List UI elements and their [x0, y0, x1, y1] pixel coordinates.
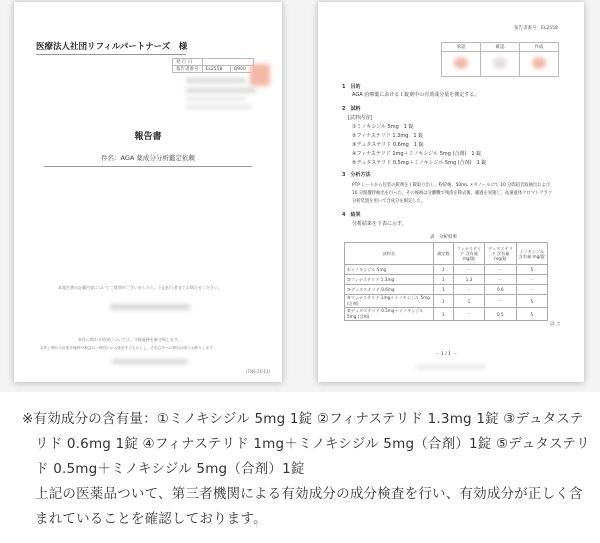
- approval-header-create: 作成: [520, 43, 559, 52]
- form-code: (TN6-26-11): [246, 369, 271, 374]
- table-header: 試料名: [345, 243, 434, 265]
- table-header: 測定数: [433, 243, 453, 265]
- redacted-text: [112, 359, 188, 364]
- confidentiality-note: 本件に関わる結果については、守秘義務を厳守致します。: [78, 337, 182, 342]
- sample-item: ⑤デュタステリド 0.5mg＋ミノキシジル 5mg (合剤) 1 錠: [352, 160, 487, 166]
- table-row: ③デュタステリド 0.6mg 1 － 0.6 －: [345, 285, 548, 295]
- addressee-underline: [36, 54, 186, 55]
- report-results-page: [318, 2, 584, 382]
- check-stamp: [493, 57, 507, 69]
- redacted-text: [186, 78, 246, 83]
- issue-date-label: 発 行 日: [173, 59, 203, 66]
- verification-statement: 上記の医薬品ついて、第三者機関による有効成分の成分検査を行い、有効成分が正しく含まれていることを確認しております。: [35, 486, 583, 527]
- report-cover-page: [14, 2, 282, 382]
- table-header: フィナステリド 含有量 mg/錠: [453, 243, 484, 265]
- section-line: AGA 治療薬における１錠剤中の有効成分量を測定する。: [352, 92, 480, 98]
- report-number-suffix: Q900: [230, 66, 253, 73]
- approval-header-approve: 承認: [442, 43, 481, 52]
- table-caption: 表 分析結果: [430, 235, 457, 240]
- approval-stamp-table: [441, 42, 559, 77]
- company-seal: [250, 64, 270, 86]
- create-stamp: [532, 57, 546, 69]
- report-number: 報告書番号：EL2558: [514, 26, 558, 31]
- redacted-text: [186, 97, 246, 101]
- page-number: － 1 / 1 －: [435, 352, 457, 357]
- table-row: ②フィナステリド 1.3mg 1 1.3 － －: [345, 275, 548, 285]
- redacted-text: [186, 105, 252, 109]
- approval-header-check: 確認: [481, 43, 520, 52]
- section-heading-method: 3 分析方法: [342, 172, 371, 178]
- redacted-text: [186, 88, 256, 93]
- issue-info-table: [172, 58, 254, 73]
- table-header: ミノキシジル 含有量 mg/錠: [516, 243, 547, 265]
- section-heading-sample: 2 試料: [342, 106, 361, 112]
- approval-stamp: [454, 57, 468, 69]
- ingredient-content-note: ※有効成分の含有量：①ミノキシジル 5mg 1錠 ②フィナステリド 1.3mg 1錠 ③デュタステリド 0.6mg 1錠 ④フィナステリド 1mg＋ミノキシジル 5mg（合剤）1錠 ⑤デュタステリド 0.5mg＋ミノキシジル 5mg（合剤）1錠: [22, 411, 590, 477]
- section-line: 10 分間攪拌抽出を行った。その後液は分離機で残渣を除去後、濾過を実施し、高速液体クロマトグラフ: [352, 191, 553, 196]
- issue-date-value: [202, 59, 253, 66]
- report-subject: 件名：AGA 薬成分分析鑑定依頼: [101, 154, 195, 162]
- sample-item: ②フィナステリド 1.3mg 1 錠: [352, 133, 424, 139]
- table-header: デュタステリド 含有量 mg/錠: [485, 243, 516, 265]
- section-heading-purpose: 1 目的: [342, 84, 361, 90]
- contact-note: 本報告書の記載内容についてご質問がございましたら、下記担当者までお問合せください。: [58, 285, 222, 290]
- analysis-results-table: [344, 242, 548, 321]
- table-row: ④フィナステリド 1mg＋ミノキシジル 5mg (合剤) 1 1 － 5: [345, 295, 548, 308]
- section-line: 分析装置を用いて含成分を測定した。: [352, 199, 426, 204]
- end-mark: 以 上: [550, 322, 561, 327]
- section-line: 分析結果を下表に示す。: [352, 221, 407, 227]
- section-line: [試料内容]: [348, 115, 372, 121]
- addressee: 医療法人社団リフィルパートナーズ 様: [36, 42, 188, 52]
- table-row: ⑤デュタステリド 0.5mg＋ミノキシジル 5mg (合剤) 1 － 0.5 5: [345, 308, 548, 321]
- report-title: 報告書: [134, 132, 162, 142]
- usage-note: 本件に関わる結果を権利や利益の一時的にのみ使用するものとし、それ以外への利用は固くお断りします。: [40, 345, 217, 350]
- redacted-text: [110, 304, 190, 310]
- caption: [22, 407, 590, 532]
- subject-underline: [44, 166, 252, 167]
- sample-item: ③デュタステリド 0.6mg 1 錠: [352, 142, 424, 148]
- sample-item: ④フィナステリド 1mg＋ミノキシジル 5mg (合剤) 1 錠: [352, 151, 482, 157]
- sample-item: ①ミノキシジル 5mg 1 錠: [352, 124, 414, 130]
- report-number-label: 報告書番号: [173, 66, 203, 73]
- redacted-text: [416, 365, 486, 369]
- table-row: ①ミノキシジル 5mg 1 － － 5: [345, 265, 548, 275]
- section-line: PTP シートから包装の錠剤を１錠取り出し、粉砕後、50mL メタノールにて 10 分間超音波抽出および: [352, 183, 551, 188]
- section-heading-result: 4 結果: [342, 212, 361, 218]
- report-number-value: EL2558: [202, 66, 230, 73]
